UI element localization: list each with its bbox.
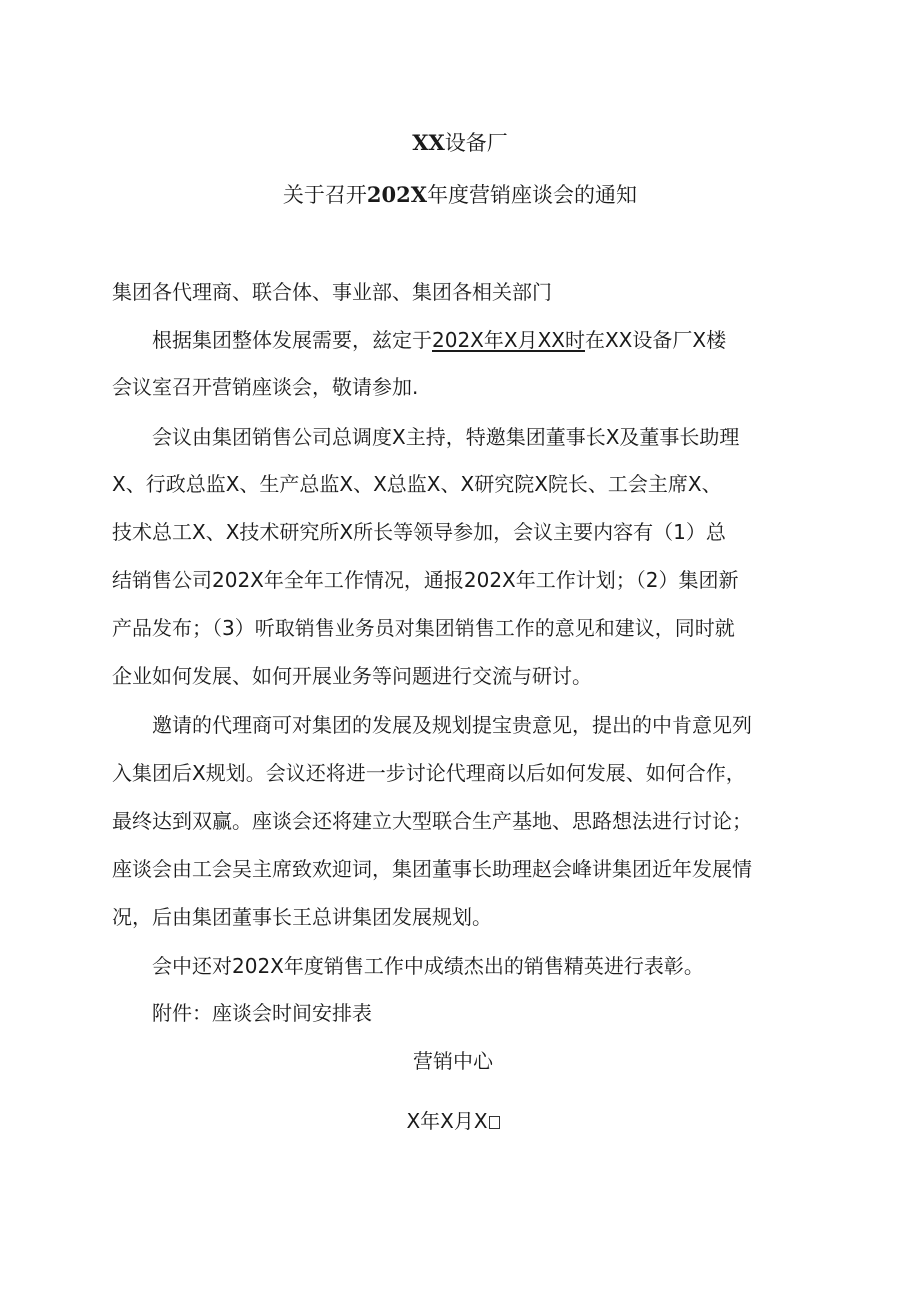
meeting-time: 202X年X月XX时 bbox=[432, 328, 585, 352]
signature-date: X年X月X bbox=[0, 1106, 906, 1136]
company-title: XX设备厂 bbox=[412, 130, 508, 155]
paragraph-1-line: 会议室召开营销座谈会，敬请参加. bbox=[112, 375, 419, 399]
paragraph-3-line: 最终达到双赢。座谈会还将建立大型联合生产基地、思路想法进行讨论； bbox=[112, 809, 752, 833]
paragraph-4: 会中还对202X年度销售工作中成绩杰出的销售精英进行表彰。 bbox=[152, 954, 704, 978]
attachment-line: 附件：座谈会时间安排表 bbox=[152, 1001, 372, 1025]
paragraph-2-line: X、行政总监X、生产总监X、X总监X、X研究院X院长、工会主席X、 bbox=[112, 472, 722, 496]
paragraph-2-line: 产品发布；（3）听取销售业务员对集团销售工作的意见和建议，同时就 bbox=[112, 616, 735, 640]
salutation: 集团各代理商、联合体、事业部、集团各相关部门 bbox=[112, 280, 552, 304]
paragraph-2-line: 技术总工X、X技术研究所X所长等领导参加，会议主要内容有（1）总 bbox=[112, 520, 726, 544]
notice-title: 关于召开202X年度营销座谈会的通知 bbox=[282, 182, 638, 207]
signature-department: 营销中心 bbox=[413, 1049, 493, 1073]
paragraph-2-line: 会议由集团销售公司总调度X主持，特邀集团董事长X及董事长助理 bbox=[152, 425, 740, 449]
paragraph-2-line: 结销售公司202X年全年工作情况，通报202X年工作计划；（2）集团新 bbox=[112, 568, 739, 592]
paragraph-3-line: 况，后由集团董事长王总讲集团发展规划。 bbox=[112, 905, 492, 929]
missing-glyph-box-icon bbox=[489, 1116, 500, 1129]
paragraph-1-line: 根据集团整体发展需要，兹定于202X年X月XX时在XX设备厂X楼 bbox=[152, 328, 727, 352]
paragraph-2-line: 企业如何发展、如何开展业务等问题进行交流与研讨。 bbox=[112, 664, 592, 688]
paragraph-3-line: 座谈会由工会吴主席致欢迎词，集团董事长助理赵会峰讲集团近年发展情 bbox=[112, 857, 752, 881]
paragraph-3-line: 邀请的代理商可对集团的发展及规划提宝贵意见，提出的中肯意见列 bbox=[152, 713, 752, 737]
paragraph-3-line: 入集团后X规划。会议还将进一步讨论代理商以后如何发展、如何合作， bbox=[112, 761, 746, 785]
